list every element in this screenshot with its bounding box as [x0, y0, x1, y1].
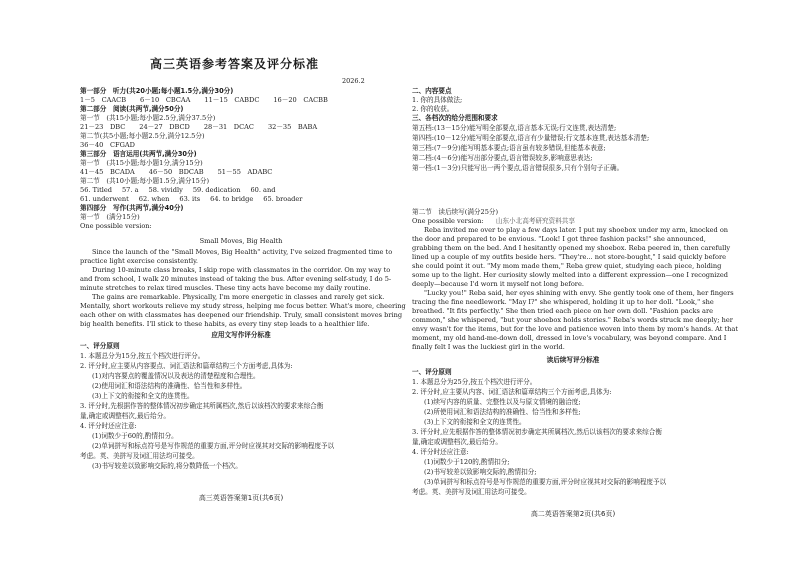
- fill-answer: 65. broader: [263, 195, 303, 203]
- rubric-title: 读后续写评分标准: [546, 356, 600, 364]
- rubric-line: (1)词数少于120的,酌情扣分;: [424, 458, 510, 466]
- score-band: 第四档:(10－12分)能写明全部要点,语言有少量错误;行文基本连贯,表达基本清楚;: [412, 134, 650, 142]
- story-line: breathed. "It fits perfectly." She then tried each piece on her own doll. "Fashion packs are: [412, 307, 714, 315]
- rubric-line: (2)使用词汇和语法结构的准确性、恰当性和多样性。: [92, 382, 247, 390]
- story-line: grabbing them on the bed. And I hesitantly opened my shoebox. Reba peered in, then carefully: [412, 244, 731, 252]
- story-line: common," she whispered, "but your shoebox holds stories." Reba's words struck me deeply; her: [412, 316, 733, 324]
- fill-answer: 57. a: [121, 186, 139, 194]
- page-footer: 高三英语答案第1页(共6页): [198, 494, 284, 502]
- fill-answer: 64. to bridge: [210, 195, 254, 203]
- page-footer: 高二英语答案第2页(共6页): [530, 510, 616, 518]
- story-line: deeply—because I'd worn it myself not long before.: [412, 280, 584, 288]
- fill-answer: 56. Titled: [80, 186, 112, 194]
- score-bands-header: 三、各档次的给分范围和要求: [412, 114, 498, 122]
- rubric-line: 3. 评分时,应先根据作答的整体情况初步确定其所属档次,然后以该档次的要求来综合衡: [412, 428, 662, 436]
- score-band: 第五档:(13－15分)能写明全部要点,语言基本无误;行文连贯,表达清楚;: [412, 124, 617, 132]
- rubric-line: 2. 评分时,应主要从内容、词汇语法和篇章结构三个方面考虑,具体为:: [412, 388, 612, 396]
- fill-answer: 58. vividly: [148, 186, 183, 194]
- rubric-line: (2)单词拼写和标点符号是写作规范的重要方面,评分时应视其对交际的影响程度予以: [92, 442, 335, 450]
- story-line: Reba invited me over to play a few days later. I put my shoebox under my arm, knocked on: [424, 226, 729, 234]
- part2-section1-header: 第一节 (共15小题;每小题2.5分,满分37.5分): [80, 114, 216, 122]
- part2-header: 第二部分 阅读(共两节,满分50分): [80, 105, 184, 113]
- part2-section1-answers: [80, 123, 331, 131]
- essay-title: Small Moves, Big Health: [199, 237, 283, 245]
- rubric-line: 量,确定或调整档次,最后给分。: [412, 438, 502, 446]
- rubric-line: (1)续写内容的质量、完整性以及与原文情境的融洽度;: [424, 398, 581, 406]
- rubric-line: (3)书写较差以致影响交际的,将分数降低一个档次。: [92, 462, 242, 470]
- essay-line: Since the launch of the "Small Moves, Big Health" activity, I've seized fragmented time to: [92, 248, 393, 256]
- score-band: 第三档:(7－9分)能写明基本要点;语言虽有较多错误,但能基本表意;: [412, 144, 606, 152]
- rubric-line: 3. 评分时,先根据作答的整体情况初步确定其所属档次,然后以该档次的要求来综合衡: [80, 402, 324, 410]
- fill-answer: 62. when: [138, 195, 170, 203]
- answer-group: 6－10 CBCAA: [140, 96, 191, 104]
- answer-group: 46－50 BDCAB: [148, 168, 204, 176]
- answer-group: 16－20 CACBB: [273, 96, 328, 104]
- fill-answer: 61. underwent: [80, 195, 129, 203]
- essay-line: and from school, I walk 20 minutes instead of taking the bus. After evening self-study, I do 5-: [80, 275, 392, 283]
- rubric-line: 一、评分原则: [412, 368, 452, 376]
- part2-section2-answers: 36－40 CFGAD: [80, 141, 135, 149]
- story-line: "Lucky you!" Reba said, her eyes shining with envy. She gently took one of them, her fingers: [424, 289, 734, 297]
- part4-section1-header: 第一节 (满分15分): [80, 213, 140, 221]
- score-band: 第二档:(4－6分)能写出部分要点,语言错误较多,影响意思表达;: [412, 154, 593, 162]
- rubric-line: 2. 评分时,应主要从内容要点、词汇语法和篇章结构三个方面考虑,具体为:: [80, 362, 293, 370]
- possible-version-label: [412, 217, 575, 225]
- content-points-header: 二、内容要点: [412, 87, 452, 95]
- rubric-line: (3)上下文的衔接和全文的连贯性。: [92, 392, 194, 400]
- source-note: 山东小北高考研究资料共享: [495, 217, 575, 225]
- rubric-line: (2)所使用词汇和语法结构的准确性、恰当性和多样性;: [424, 408, 581, 416]
- fill-answer: 60. and: [250, 186, 276, 194]
- part4-header: 第四部分 写作(共两节,满分40分): [80, 204, 184, 212]
- rubric-line: (3)单词拼写和标点符号是写作规范的重要方面,评分时应视其对交际的影响程度予以: [424, 478, 667, 486]
- rubric-line: 考虑。英、美拼写及词汇用法均可接受。: [80, 452, 199, 460]
- rubric-line: 一、评分原则: [80, 342, 120, 350]
- content-point: 2. 你的收获。: [412, 105, 454, 113]
- rubric-line: (1)对内容要点的覆盖情况以及表达的清楚程度和合理性。: [92, 372, 260, 380]
- essay-line: During 10-minute class breaks, I skip rope with classmates in the corridor. On my way to: [92, 266, 391, 274]
- rubric-line: 1. 本题总分为25分,按五个档次进行评分。: [412, 378, 537, 386]
- part1-answers: [80, 96, 342, 104]
- exam-date: 2026.2: [342, 77, 365, 85]
- story-line: the door and prepared to be envious. "Look! I got three fashion packs!" she announced,: [412, 235, 706, 243]
- rubric-line: 4. 评分时还应注意:: [412, 448, 469, 456]
- right-page: [412, 0, 739, 566]
- part3-section2-row1: [80, 186, 285, 194]
- fill-answer: 59. dedication: [192, 186, 241, 194]
- essay-line: Mentally, short workouts relieve my study stress, helping me focus better. What's more, cheering: [80, 302, 406, 310]
- page-title: 高三英语参考答案及评分标准: [150, 57, 320, 71]
- essay-line: each other on with classmates has deepened our friendship. Truly, small consistent moves bring: [80, 311, 403, 319]
- story-line: lined up a couple of my outfits beside hers. "They're... not store-bought," I said quickly before: [412, 253, 727, 261]
- score-band: 第一档:(1－3分)只能写出一两个要点,语言错误很多,只有个别句子正确。: [412, 164, 624, 172]
- part3-header: 第三部分 语言运用(共两节,满分30分): [80, 150, 197, 158]
- possible-version-text: One possible version:: [412, 217, 484, 225]
- story-line: envy wasn't for the items, but for the love and patience woven into them by mom's hands. At that: [412, 325, 739, 333]
- part1-header: 第一部分 听力(共20小题;每小题1.5分,满分30分): [80, 87, 234, 95]
- answer-group: 51－55 ADABC: [217, 168, 273, 176]
- answer-group: 32－35 BABA: [267, 123, 318, 131]
- part3-section2-row2: [80, 195, 312, 203]
- essay-line: minute stretches to relax tired muscles. These tiny acts have become my daily routine.: [80, 284, 371, 292]
- story-line: she could point it out. "My mom made them," Reba grew quiet, studying each piece, holding: [412, 262, 722, 270]
- rubric-title: 应用文写作评分标准: [211, 331, 271, 339]
- answer-group: 11－15 CABDC: [204, 96, 260, 104]
- rubric-line: 4. 评分时还应注意:: [80, 422, 137, 430]
- possible-version-label: One possible version:: [80, 222, 152, 230]
- story-line: moment, my old hand-me-down doll, dressed in love's vocabulary, was beyond compare. And I: [412, 334, 727, 342]
- rubric-line: (3)上下文的衔接和全文的连贯性。: [424, 418, 526, 426]
- essay-line: big health benefits. I'll stick to these habits, as every tiny step leads to a healthier life.: [80, 320, 370, 328]
- answer-group: 28－31 DCAC: [203, 123, 254, 131]
- part3-section2-header: 第二节 (共10小题;每小题1.5分,满分15分): [80, 177, 210, 185]
- essay-line: The gains are remarkable. Physically, I'm more energetic in classes and rarely get sick.: [92, 293, 385, 301]
- rubric-line: 考虑。英、美拼写及词汇用法均可接受。: [412, 488, 531, 496]
- rubric-line: 量,确定或调整档次,最后给分。: [80, 412, 170, 420]
- part2-section2-header: 第二节(共5小题;每小题2.5分,满分12.5分): [80, 132, 205, 140]
- rubric-line: 1. 本题总分为15分,按五个档次进行评分。: [80, 352, 205, 360]
- part3-section1-answers: [80, 168, 286, 176]
- content-point: 1. 你的具体做法;: [412, 96, 463, 104]
- answer-group: 1－5 CAACB: [80, 96, 127, 104]
- answer-group: 41－45 BCADA: [80, 168, 135, 176]
- story-line: some up to the light. Her curiosity slowly melted into a different expression—one I recognized: [412, 271, 728, 279]
- answer-group: 21－23 DBC: [80, 123, 126, 131]
- rubric-line: (1)词数少于60的,酌情扣分。: [92, 432, 178, 440]
- fill-answer: 63. its: [179, 195, 201, 203]
- left-page: [80, 0, 406, 566]
- essay-line: practice light exercise consistently.: [80, 257, 199, 265]
- answer-group: 24－27 DBCD: [139, 123, 190, 131]
- story-line: finally felt I was the luckiest girl in the world.: [412, 343, 565, 351]
- rubric-line: (2)书写较差以致影响交际的,酌情扣分;: [424, 468, 537, 476]
- part3-section1-header: 第一节 (共15小题;每小题1分,满分15分): [80, 159, 203, 167]
- story-line: tracing the fine needlework. "May I?" she whispered, holding it up to her doll. "Look," she: [412, 298, 714, 306]
- section2-header: 第二节 读后续写(满分25分): [412, 208, 499, 216]
